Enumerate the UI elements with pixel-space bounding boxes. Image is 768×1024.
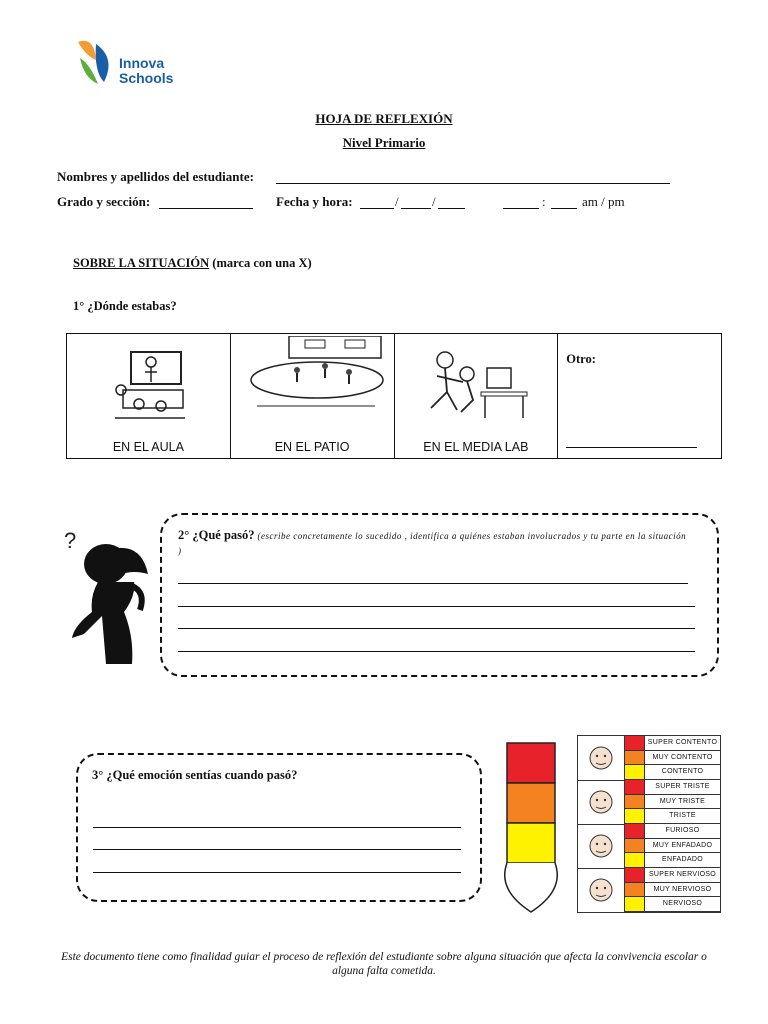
computer-lab-illustration [423,348,533,422]
emotions-table [577,735,721,913]
page-subtitle: Nivel Primario [342,135,426,150]
thinking-person-icon [62,526,154,666]
emotion-label: MUY NERVIOSO [645,883,720,898]
option-otro[interactable] [558,334,722,459]
playground-illustration [245,336,385,408]
emotion-color-swatch [625,736,644,751]
date-month-field[interactable] [401,208,431,209]
answer-line[interactable] [178,628,695,629]
grade-field[interactable] [159,208,253,209]
emotion-color-swatch [625,795,644,810]
time-hour-field[interactable] [503,208,539,209]
date-label: Fecha y hora: [276,194,353,209]
face-icon [586,875,616,905]
emotion-color-swatch [625,897,644,912]
emotion-label: ENFADADO [645,853,720,868]
classroom-illustration [109,348,189,428]
option-label: EN EL AULA [112,440,184,454]
emotion-color-swatch [625,868,644,883]
time-colon: : [542,194,546,209]
question-2-label: 2° ¿Qué pasó? [178,528,255,542]
emotion-color-swatch [625,765,644,780]
svg-text:?: ? [64,528,77,553]
question-2-hint: (escribe concretamente lo sucedido , identifica a quiénes estaban involucrados y tu parte en la situación ) [178,531,687,556]
emotion-label: CONTENTO [645,765,720,780]
question-1: 1° ¿Dónde estabas? [73,299,177,313]
emotion-thermometer [497,740,567,916]
date-slash: / [395,194,399,209]
date-slash: / [432,194,436,209]
answer-line[interactable] [93,827,461,828]
answer-line[interactable] [93,872,461,873]
emotion-label: TRISTE [645,809,720,824]
section-title-text: SOBRE LA SITUACIÓN [73,256,210,270]
emotion-label: MUY TRISTE [645,795,720,810]
page-title: HOJA DE REFLEXIÓN [315,111,453,126]
logo-text: Innova Schools [119,55,174,86]
option-media-lab[interactable] [394,334,558,459]
otro-field[interactable] [566,447,697,448]
date-year-field[interactable] [438,208,465,209]
student-name-field[interactable] [276,183,670,184]
answer-line[interactable] [178,651,695,652]
emotion-label: SUPER NERVIOSO [645,868,720,883]
row-divider [578,780,625,781]
emotion-color-swatch [625,839,644,854]
emotion-color-swatch [625,780,644,795]
emotion-color-swatch [625,853,644,868]
grade-label: Grado y sección: [57,194,151,209]
emotion-color-swatch [625,751,644,766]
option-patio[interactable] [230,334,394,459]
answer-line[interactable] [178,606,695,607]
emotion-color-swatch [625,809,644,824]
answer-line[interactable] [178,583,688,584]
emotion-label: MUY ENFADADO [645,839,720,854]
date-day-field[interactable] [360,208,394,209]
emotion-label: FURIOSO [645,824,720,839]
option-aula[interactable] [67,334,231,459]
section-hint: (marca con una X) [212,256,312,270]
face-icon [586,743,616,773]
answer-line[interactable] [93,849,461,850]
question-3: 3° ¿Qué emoción sentías cuando pasó? [92,768,298,782]
row-divider [578,868,625,869]
otro-label: Otro: [566,352,596,366]
emotion-color-swatch [625,824,644,839]
location-options-table [66,333,722,459]
student-name-label: Nombres y apellidos del estudiante: [57,169,254,184]
ampm-label: am / pm [582,194,625,209]
footer-note: Este documento tiene como finalidad guiar el proceso de reflexión del estudiante sobre alguna situación que afecta la convivencia escolar o alguna falta cometida. [61,951,707,977]
emotion-label: NERVIOSO [645,897,720,912]
option-label: EN EL MEDIA LAB [423,440,529,454]
emotion-color-swatch [625,883,644,898]
section-title [73,256,312,271]
question-2 [178,528,688,558]
time-minute-field[interactable] [551,208,577,209]
emotion-label: SUPER TRISTE [645,780,720,795]
row-divider [578,824,625,825]
face-icon [586,787,616,817]
emotion-label: SUPER CONTENTO [645,736,720,751]
option-label: EN EL PATIO [274,440,350,454]
face-icon [586,831,616,861]
emotion-label: MUY CONTENTO [645,751,720,766]
